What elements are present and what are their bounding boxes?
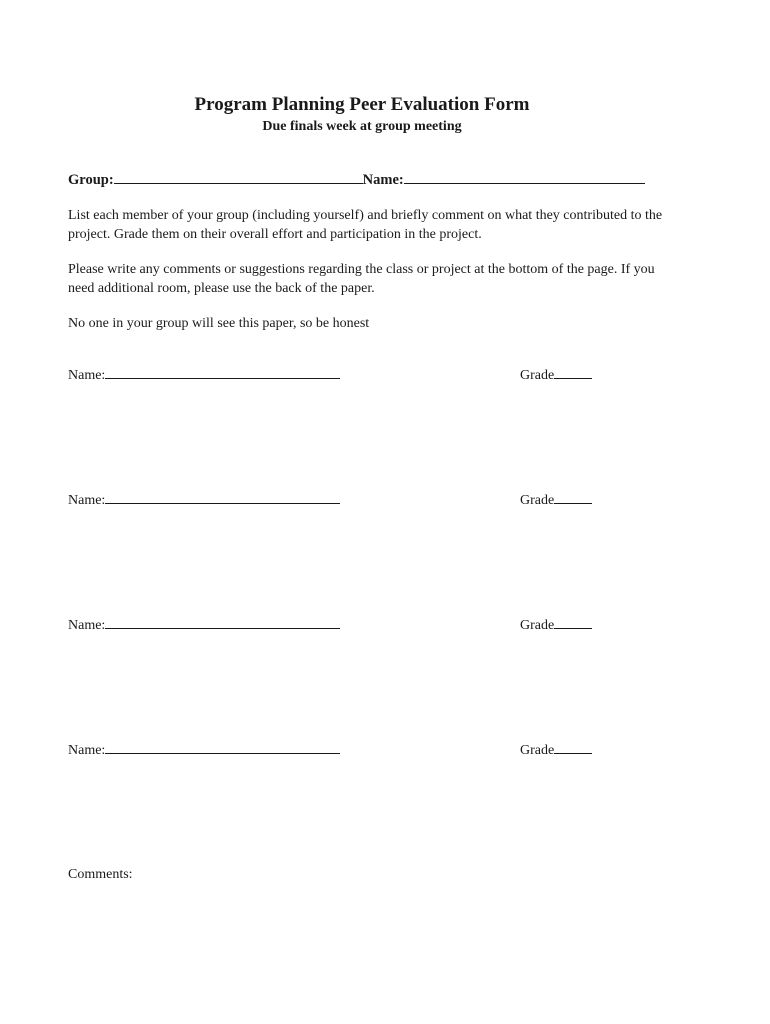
member-grade-field[interactable] [554,502,592,504]
member-grade-field[interactable] [554,627,592,629]
member-grade-field[interactable] [554,377,592,379]
student-name-label: Name: [362,172,404,188]
group-label: Group: [68,172,114,188]
member-name-label: Name: [68,618,106,633]
member-grade-label: Grade [520,368,555,383]
student-name-field[interactable] [404,182,645,184]
member-name-field[interactable] [105,377,340,379]
member-grade-field[interactable] [554,752,592,754]
member-grade-label: Grade [520,743,555,758]
member-name-label: Name: [68,368,106,383]
group-field[interactable] [114,182,363,184]
instruction-comments: Please write any comments or suggestions regarding the class or project at the bottom of the page. If you need additional room, please use the back of the paper. [68,262,655,296]
member-grade-label: Grade [520,618,555,633]
member-name-field[interactable] [105,627,340,629]
member-name-field[interactable] [105,502,340,504]
comments-label: Comments: [68,867,133,882]
form-subtitle: Due finals week at group meeting [262,119,462,134]
instruction-members: List each member of your group (including yourself) and briefly comment on what they contributed to the project. Grade them on their overall effort and participation in the project. [68,208,663,242]
member-name-field[interactable] [105,752,340,754]
member-name-label: Name: [68,743,106,758]
group-name-row [68,172,645,189]
member-name-label: Name: [68,493,106,508]
form-title: Program Planning Peer Evaluation Form [194,94,530,115]
member-grade-label: Grade [520,493,555,508]
instruction-honesty: No one in your group will see this paper, so be honest [68,316,370,331]
